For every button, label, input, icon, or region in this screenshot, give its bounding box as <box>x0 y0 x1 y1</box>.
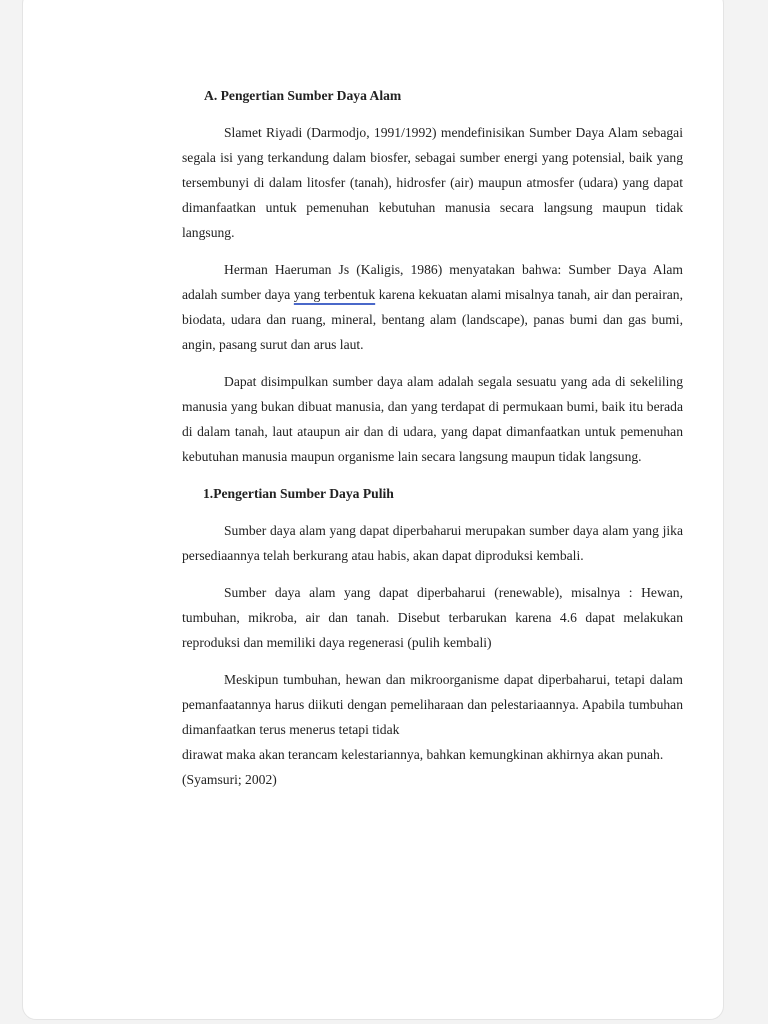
paragraph-text-start: Herman Haeruman Js (Kaligis, 1986) menyatakan bahwa: Sumber Daya Alam adalah sumber daya <box>182 262 683 302</box>
document-page <box>22 0 724 1020</box>
underlined-phrase: yang terbentuk <box>293 287 376 302</box>
paragraph-text-end: karena kekuatan alami misalnya tanah, air dan perairan, biodata, udara dan ruang, mineral, bentang alam (landscape), panas bumi dan gas bumi, angin, pasang surut dan arus laut. <box>182 287 683 352</box>
paragraph-definition-riyadi: Slamet Riyadi (Darmodjo, 1991/1992) mendefinisikan Sumber Daya Alam sebagai segala isi yang terkandung dalam biosfer, sebagai sumber energi yang potensial, baik yang tersembunyi di dalam litosfer (tanah), hidrosfer (air) maupun atmosfer (udara) yang dapat dimanfaatkan untuk pemenuhan kebutuhan manusia secara langsung maupun tidak langsung. <box>182 125 683 240</box>
paragraph-conservation-continued: dirawat maka akan terancam kelestariannya, bahkan kemungkinan akhirnya akan punah. <box>182 747 664 762</box>
paragraph-conclusion: Dapat disimpulkan sumber daya alam adalah segala sesuatu yang ada di sekeliling manusia yang bukan dibuat manusia, dan yang terdapat di permukaan bumi, baik itu berada di dalam tanah, laut ataupun air dan di udara, yang dapat dimanfaatkan untuk pemenuhan kebutuhan manusia maupun organisme lain secara langsung maupun tidak langsung. <box>182 374 683 464</box>
section-heading-1: 1.Pengertian Sumber Daya Pulih <box>203 486 394 501</box>
document-body <box>182 83 683 792</box>
paragraph-renewable-definition: Sumber daya alam yang dapat diperbaharui merupakan sumber daya alam yang jika persediaannya telah berkurang atau habis, akan dapat diproduksi kembali. <box>182 523 683 563</box>
paragraph-conservation: Meskipun tumbuhan, hewan dan mikroorganisme dapat diperbaharui, tetapi dalam pemanfaatannya harus diikuti dengan pemeliharaan dan pelestariaannya. Apabila tumbuhan dimanfaatkan terus menerus tetapi tidak <box>182 672 683 737</box>
paragraph-renewable-examples: Sumber daya alam yang dapat diperbaharui (renewable), misalnya : Hewan, tumbuhan, mikroba, air dan tanah. Disebut terbarukan karena 4.6 dapat melakukan reproduksi dan memiliki daya regenerasi (pulih kembali) <box>182 585 683 650</box>
citation: (Syamsuri; 2002) <box>182 772 277 787</box>
paragraph-definition-haeruman <box>182 257 683 357</box>
section-heading-a: A. Pengertian Sumber Daya Alam <box>204 88 402 103</box>
